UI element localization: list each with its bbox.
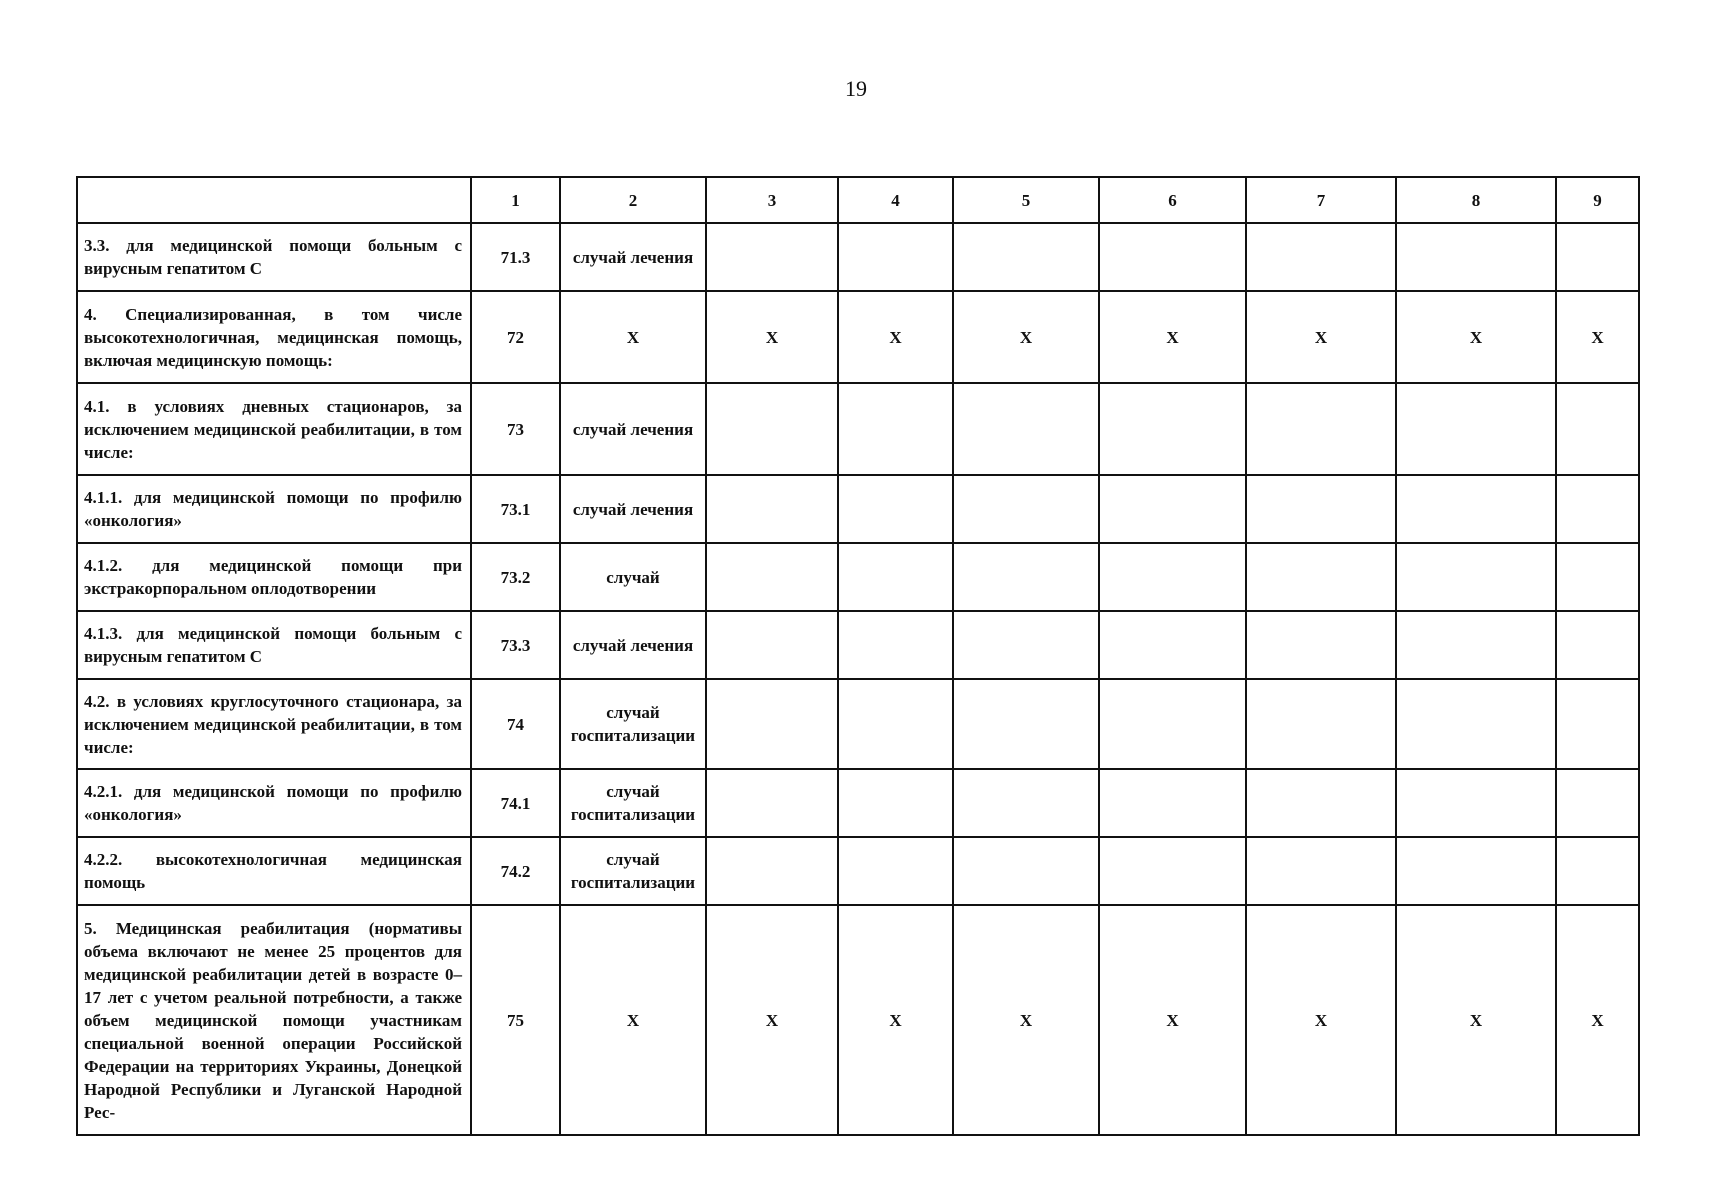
row-unit: случай лечения bbox=[560, 223, 706, 291]
header-cell: 8 bbox=[1396, 177, 1556, 223]
value-cell bbox=[1556, 837, 1639, 905]
value-cell bbox=[1396, 769, 1556, 837]
row-description: 4.2.1. для медицинской помощи по профилю «онкология» bbox=[77, 769, 471, 837]
value-cell bbox=[706, 837, 838, 905]
volume-standards-table bbox=[76, 176, 1640, 1136]
value-cell bbox=[1396, 223, 1556, 291]
value-cell bbox=[1246, 223, 1396, 291]
value-cell bbox=[1556, 475, 1639, 543]
row-code: 72 bbox=[471, 291, 560, 383]
value-cell bbox=[706, 383, 838, 475]
header-cell: 7 bbox=[1246, 177, 1396, 223]
value-cell bbox=[1246, 679, 1396, 769]
value-cell bbox=[1246, 611, 1396, 679]
table-row bbox=[77, 223, 1639, 291]
value-cell: Х bbox=[1246, 905, 1396, 1135]
value-cell bbox=[706, 543, 838, 611]
value-cell bbox=[953, 383, 1099, 475]
value-cell bbox=[1396, 543, 1556, 611]
value-cell bbox=[706, 769, 838, 837]
row-unit: случай лечения bbox=[560, 475, 706, 543]
table-row bbox=[77, 543, 1639, 611]
value-cell bbox=[706, 611, 838, 679]
value-cell bbox=[838, 679, 953, 769]
value-cell: Х bbox=[706, 905, 838, 1135]
row-unit: случай лечения bbox=[560, 611, 706, 679]
header-cell: 1 bbox=[471, 177, 560, 223]
value-cell: Х bbox=[1396, 291, 1556, 383]
value-cell bbox=[953, 679, 1099, 769]
value-cell bbox=[1556, 223, 1639, 291]
header-cell: 5 bbox=[953, 177, 1099, 223]
value-cell bbox=[838, 475, 953, 543]
value-cell: Х bbox=[953, 905, 1099, 1135]
value-cell bbox=[1246, 837, 1396, 905]
value-cell bbox=[838, 837, 953, 905]
header-cell: 6 bbox=[1099, 177, 1246, 223]
value-cell bbox=[1099, 475, 1246, 543]
row-code: 73.1 bbox=[471, 475, 560, 543]
row-description: 5. Медицинская реабилитация (нормативы объема включают не менее 25 процентов для медицинской реабилитации детей в возрасте 0–17 лет с учетом реальной потребности, а также объем медицинской помощи участникам специальной военной операции Российской Федерации на территориях Украины, Донецкой Народной Республики и Луганской Народной Рес- bbox=[77, 905, 471, 1135]
row-description: 4.1.2. для медицинской помощи при экстракорпоральном оплодотворении bbox=[77, 543, 471, 611]
value-cell bbox=[706, 475, 838, 543]
value-cell bbox=[1246, 383, 1396, 475]
row-unit: случай лечения bbox=[560, 383, 706, 475]
value-cell bbox=[1246, 769, 1396, 837]
table-row bbox=[77, 383, 1639, 475]
value-cell bbox=[1099, 543, 1246, 611]
row-description: 4.1.1. для медицинской помощи по профилю «онкология» bbox=[77, 475, 471, 543]
value-cell: Х bbox=[838, 291, 953, 383]
row-code: 74.1 bbox=[471, 769, 560, 837]
table-row bbox=[77, 769, 1639, 837]
page-number: 19 bbox=[845, 76, 867, 101]
value-cell: Х bbox=[1556, 905, 1639, 1135]
value-cell bbox=[838, 769, 953, 837]
value-cell bbox=[1556, 679, 1639, 769]
table-row bbox=[77, 475, 1639, 543]
table-row bbox=[77, 291, 1639, 383]
row-description: 4.2.2. высокотехнологичная медицинская помощь bbox=[77, 837, 471, 905]
value-cell bbox=[1396, 383, 1556, 475]
value-cell bbox=[706, 679, 838, 769]
row-description: 4. Специализированная, в том числе высокотехнологичная, медицинская помощь, включая медицинскую помощь: bbox=[77, 291, 471, 383]
row-description: 4.1.3. для медицинской помощи больным с вирусным гепатитом С bbox=[77, 611, 471, 679]
value-cell: Х bbox=[1099, 905, 1246, 1135]
value-cell bbox=[838, 223, 953, 291]
value-cell: Х bbox=[1396, 905, 1556, 1135]
row-unit: Х bbox=[560, 905, 706, 1135]
value-cell: Х bbox=[1556, 291, 1639, 383]
value-cell bbox=[1099, 837, 1246, 905]
row-description: 4.2. в условиях круглосуточного стационара, за исключением медицинской реабилитации, в том числе: bbox=[77, 679, 471, 769]
value-cell bbox=[1099, 383, 1246, 475]
table-row bbox=[77, 679, 1639, 769]
table-row bbox=[77, 837, 1639, 905]
row-code: 75 bbox=[471, 905, 560, 1135]
value-cell bbox=[1099, 611, 1246, 679]
column-number-row bbox=[77, 177, 1639, 223]
value-cell: Х bbox=[1099, 291, 1246, 383]
value-cell bbox=[1099, 223, 1246, 291]
table-row bbox=[77, 905, 1639, 1135]
header-cell-blank bbox=[77, 177, 471, 223]
row-unit: случай bbox=[560, 543, 706, 611]
value-cell: Х bbox=[953, 291, 1099, 383]
row-description: 4.1. в условиях дневных стационаров, за исключением медицинской реабилитации, в том числе: bbox=[77, 383, 471, 475]
value-cell bbox=[706, 223, 838, 291]
row-code: 73.3 bbox=[471, 611, 560, 679]
row-code: 71.3 bbox=[471, 223, 560, 291]
header-cell: 3 bbox=[706, 177, 838, 223]
header-cell: 2 bbox=[560, 177, 706, 223]
value-cell bbox=[838, 383, 953, 475]
row-description: 3.3. для медицинской помощи больным с вирусным гепатитом С bbox=[77, 223, 471, 291]
row-unit: случай госпитализации bbox=[560, 769, 706, 837]
value-cell bbox=[1396, 837, 1556, 905]
value-cell bbox=[1099, 769, 1246, 837]
row-unit: Х bbox=[560, 291, 706, 383]
value-cell bbox=[1396, 475, 1556, 543]
value-cell bbox=[838, 543, 953, 611]
row-code: 73.2 bbox=[471, 543, 560, 611]
table-row bbox=[77, 611, 1639, 679]
row-unit: случай госпитализации bbox=[560, 679, 706, 769]
value-cell bbox=[1396, 679, 1556, 769]
value-cell bbox=[838, 611, 953, 679]
value-cell bbox=[1396, 611, 1556, 679]
value-cell bbox=[953, 769, 1099, 837]
row-code: 74 bbox=[471, 679, 560, 769]
value-cell bbox=[1556, 383, 1639, 475]
value-cell bbox=[953, 837, 1099, 905]
row-unit: случай госпитализации bbox=[560, 837, 706, 905]
value-cell bbox=[953, 611, 1099, 679]
value-cell: Х bbox=[1246, 291, 1396, 383]
value-cell bbox=[1099, 679, 1246, 769]
value-cell bbox=[953, 223, 1099, 291]
value-cell: Х bbox=[838, 905, 953, 1135]
value-cell bbox=[1556, 543, 1639, 611]
value-cell bbox=[953, 475, 1099, 543]
value-cell bbox=[1246, 475, 1396, 543]
value-cell bbox=[1556, 769, 1639, 837]
row-code: 74.2 bbox=[471, 837, 560, 905]
value-cell bbox=[1556, 611, 1639, 679]
value-cell bbox=[1246, 543, 1396, 611]
header-cell: 4 bbox=[838, 177, 953, 223]
value-cell: Х bbox=[706, 291, 838, 383]
value-cell bbox=[953, 543, 1099, 611]
row-code: 73 bbox=[471, 383, 560, 475]
header-cell: 9 bbox=[1556, 177, 1639, 223]
